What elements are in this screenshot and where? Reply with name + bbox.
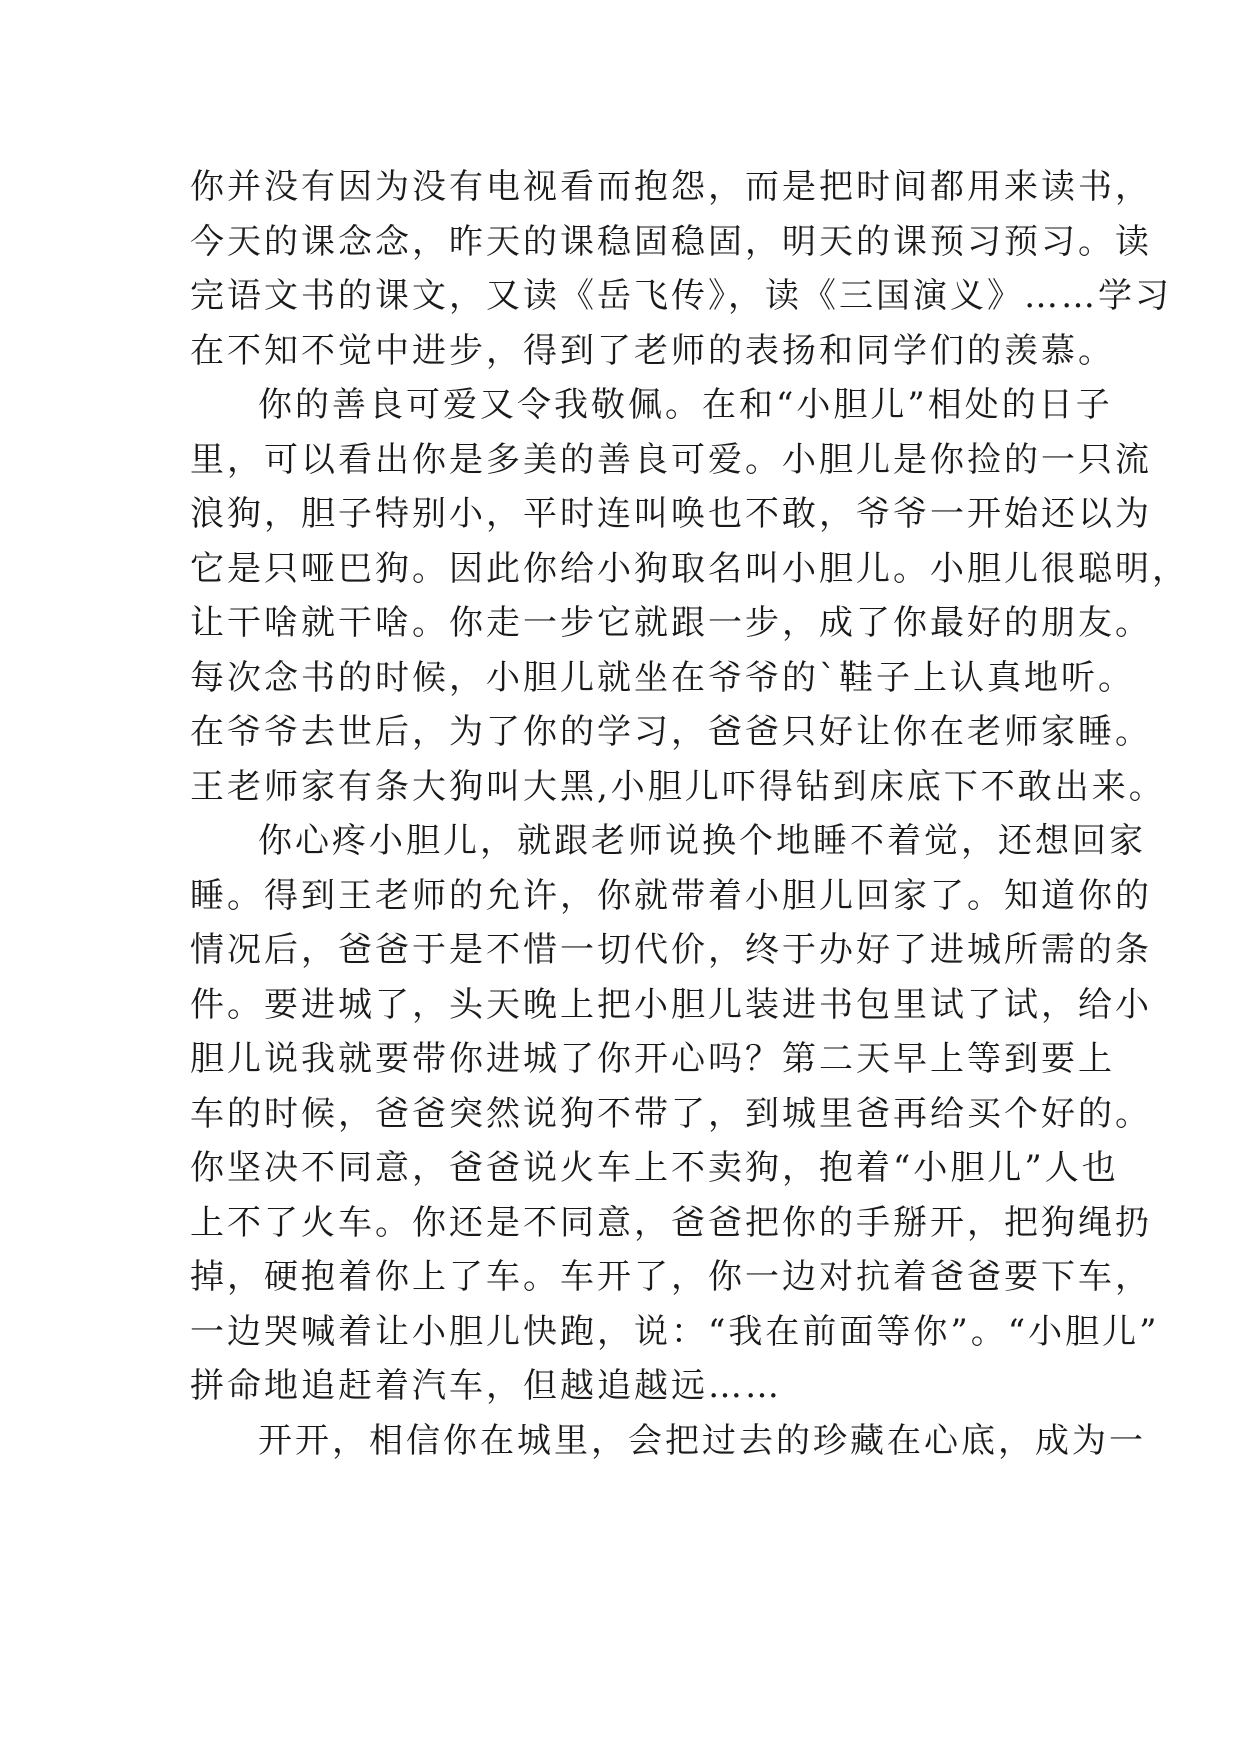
text-line: 上不了火车。你还是不同意，爸爸把你的手掰开，把狗绳扔 (190, 1202, 1152, 1243)
text-line: 浪狗，胆子特别小，平时连叫唤也不敢，爷爷一开始还以为 (190, 494, 1152, 534)
text-line: 在不知不觉中进步，得到了老师的表扬和同学们的羡慕。 (190, 330, 1115, 371)
text-line: 它是只哑巴狗。因此你给小狗取名叫小胆儿。小胆儿很聪明， (190, 548, 1189, 589)
text-line: 你坚决不同意，爸爸说火车上不卖狗，抱着“小胆儿”人也 (190, 1148, 1119, 1188)
text-line: 让干啥就干啥。你走一步它就跟一步，成了你最好的朋友。 (190, 603, 1152, 643)
text-line: 车的时候，爸爸突然说狗不带了，到城里爸再给买个好的。 (190, 1093, 1152, 1134)
text-line: 你并没有因为没有电视看而抱怨，而是把时间都用来读书， (190, 167, 1152, 207)
text-line: 情况后，爸爸于是不惜一切代价，终于办好了进城所需的条 (190, 930, 1152, 970)
text-line: 睡。得到王老师的允许，你就带着小胆儿回家了。知道你的 (190, 875, 1152, 916)
text-line: 在爷爷去世后，为了你的学习，爸爸只好让你在老师家睡。 (190, 712, 1152, 752)
text-line: 今天的课念念，昨天的课稳固稳固，明天的课预习预习。读 (190, 221, 1152, 262)
paragraph-first-line: 你的善良可爱又令我敬佩。在和“小胆儿”相处的日子 (258, 385, 1113, 425)
text-line: 完语文书的课文，又读《岳飞传》，读《三国演义》……学习 (190, 276, 1172, 316)
text-line: 拼命地追赶着汽车，但越追越远…… (190, 1366, 782, 1406)
paragraph-first-line: 开开，相信你在城里，会把过去的珍藏在心底，成为一 (258, 1420, 1146, 1461)
paragraph-first-line: 你心疼小胆儿，就跟老师说换个地睡不着觉，还想回家 (258, 821, 1146, 861)
text-line: 件。要进城了，头天晚上把小胆儿装进书包里试了试，给小 (190, 984, 1152, 1025)
text-line: 一边哭喊着让小胆儿快跑，说：“我在前面等你”。“小胆儿” (190, 1311, 1160, 1352)
text-line: 里，可以看出你是多美的善良可爱。小胆儿是你捡的一只流 (190, 439, 1152, 480)
text-line: 王老师家有条大狗叫大黑,小胆儿吓得钻到床底下不敢出来。 (190, 766, 1166, 807)
text-line: 掉，硬抱着你上了车。车开了，你一边对抗着爸爸要下车， (190, 1257, 1152, 1297)
body-text (190, 160, 1189, 1468)
text-line: 每次念书的时候，小胆儿就坐在爷爷的`鞋子上认真地听。 (190, 657, 1135, 698)
text-line: 胆儿说我就要带你进城了你开心吗？第二天早上等到要上 (190, 1039, 1115, 1079)
